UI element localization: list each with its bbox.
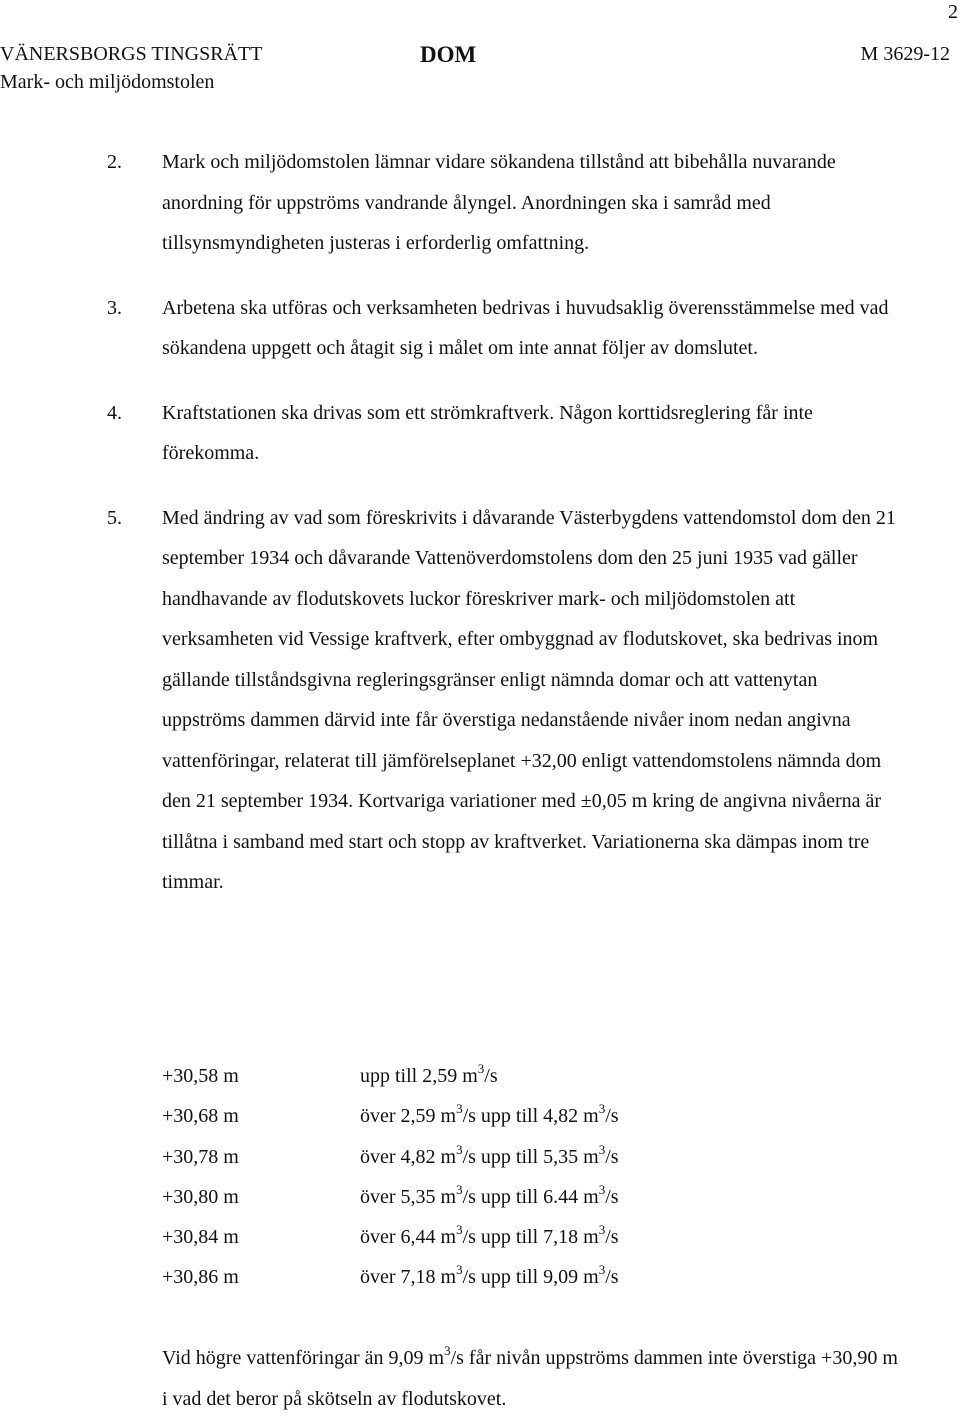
- document-header: [0, 40, 950, 96]
- superscript: 3: [477, 1061, 485, 1076]
- flow-range: [360, 1257, 619, 1297]
- court-name: VÄNERSBORGS TINGSRÄTT: [0, 43, 263, 65]
- header-row-top: [0, 40, 950, 68]
- flow-text: /s upp till 6.44 m: [462, 1185, 599, 1208]
- item-text: Arbetena ska utföras och verksamheten bedrivas i huvudsaklig överensstämmelse med vad sökandena uppgett och åtagit sig i målet om inte annat följer av domslutet.: [162, 296, 889, 359]
- flow-text: upp till 2,59 m: [360, 1065, 478, 1087]
- flow-text: över 7,18 m: [360, 1266, 457, 1289]
- item-number: 4.: [107, 401, 122, 424]
- closing-text: /s får nivån uppströms dammen inte överstiga +30,90 m i vad det beror på skötseln av flodutskovet.: [162, 1347, 898, 1410]
- item-number: 5.: [107, 506, 122, 529]
- item-text: Med ändring av vad som föreskrivits i dåvarande Västerbygdens vattendomstol dom den 21 september 1934 och dåvarande Vattenöverdomstolens dom den 25 juni 1935 vad gäller handhavande av flodutskovets luckor föreskriver mark- och miljödomstolen att verksamheten vid Vessige kraftverk, efter ombyggnad av flodutskovet, ska bedrivas inom gällande tillståndsgivna regleringsgränser enligt nämnda domar och att vattenytan uppströms dammen därvid inte får överstiga nedanstående nivåer inom nedan angivna vattenföringar, relaterat till jämförelseplanet +32,00 enligt vattendomstolens nämnda dom den 21 september 1934. Kortvariga variationer med ±0,05 m kring de angivna nivåerna är tillåtna i samband med start och stopp av kraftverket. Variationerna ska dämpas inom tre timmar.: [162, 506, 896, 893]
- ruling-item: [107, 393, 897, 474]
- flow-range: [360, 1217, 619, 1257]
- water-level: +30,80 m: [162, 1185, 239, 1208]
- water-level: +30,86 m: [162, 1266, 239, 1289]
- ruling-items: [107, 142, 897, 927]
- water-level: +30,68 m: [162, 1105, 239, 1128]
- flow-range: [360, 1096, 619, 1136]
- superscript: 3: [456, 1181, 463, 1197]
- superscript: 3: [598, 1141, 606, 1157]
- flow-text: /s upp till 4,82 m: [462, 1105, 599, 1128]
- flow-text: /s: [605, 1105, 619, 1128]
- ruling-item: [107, 288, 897, 369]
- flow-text: /s upp till 9,09 m: [462, 1266, 599, 1289]
- flow-range: [360, 1056, 498, 1096]
- flow-text: /s: [605, 1266, 619, 1289]
- superscript: 3: [598, 1181, 606, 1197]
- superscript: 3: [444, 1343, 451, 1358]
- closing-text: Vid högre vattenföringar än 9,09 m: [162, 1347, 445, 1369]
- superscript: 3: [456, 1141, 463, 1157]
- superscript: 3: [456, 1262, 463, 1278]
- flow-text: /s: [484, 1065, 498, 1087]
- flow-text: över 6,44 m: [360, 1226, 457, 1249]
- water-level: +30,78 m: [162, 1145, 239, 1168]
- item-number: 2.: [107, 151, 122, 173]
- item-number: 3.: [107, 296, 122, 319]
- flow-text: över 2,59 m: [360, 1105, 457, 1128]
- superscript: 3: [456, 1101, 463, 1117]
- flow-text: över 4,82 m: [360, 1145, 457, 1168]
- flow-text: /s: [605, 1145, 619, 1168]
- document-type: DOM: [420, 42, 477, 67]
- item-text: Mark och miljödomstolen lämnar vidare sökandena tillstånd att bibehålla nuvarande anordning för uppströms vandrande ålyngel. Anordningen ska i samråd med tillsynsmyndigheten justeras i erforderlig omfattning.: [162, 151, 836, 254]
- ruling-item: [107, 498, 897, 903]
- flow-text: /s: [605, 1185, 619, 1208]
- ruling-item: [107, 142, 897, 264]
- superscript: 3: [598, 1262, 606, 1278]
- superscript: 3: [598, 1101, 606, 1117]
- court-division: Mark- och miljödomstolen: [0, 71, 215, 93]
- closing-paragraph: [162, 1338, 902, 1419]
- flow-text: över 5,35 m: [360, 1185, 457, 1208]
- flow-text: /s upp till 5,35 m: [462, 1145, 599, 1168]
- superscript: 3: [456, 1222, 463, 1238]
- case-number: M 3629-12: [860, 43, 950, 65]
- flow-text: /s: [605, 1226, 619, 1249]
- flow-range: [360, 1137, 619, 1177]
- water-level: +30,84 m: [162, 1226, 239, 1249]
- item-text: Kraftstationen ska drivas som ett strömkraftverk. Någon korttidsreglering får inte förekomma.: [162, 401, 813, 464]
- flow-range: [360, 1177, 619, 1217]
- flow-text: /s upp till 7,18 m: [462, 1226, 599, 1249]
- page-number: 2: [948, 1, 958, 23]
- water-level: +30,58 m: [162, 1065, 239, 1087]
- header-row-bottom: [0, 68, 950, 96]
- superscript: 3: [598, 1222, 606, 1238]
